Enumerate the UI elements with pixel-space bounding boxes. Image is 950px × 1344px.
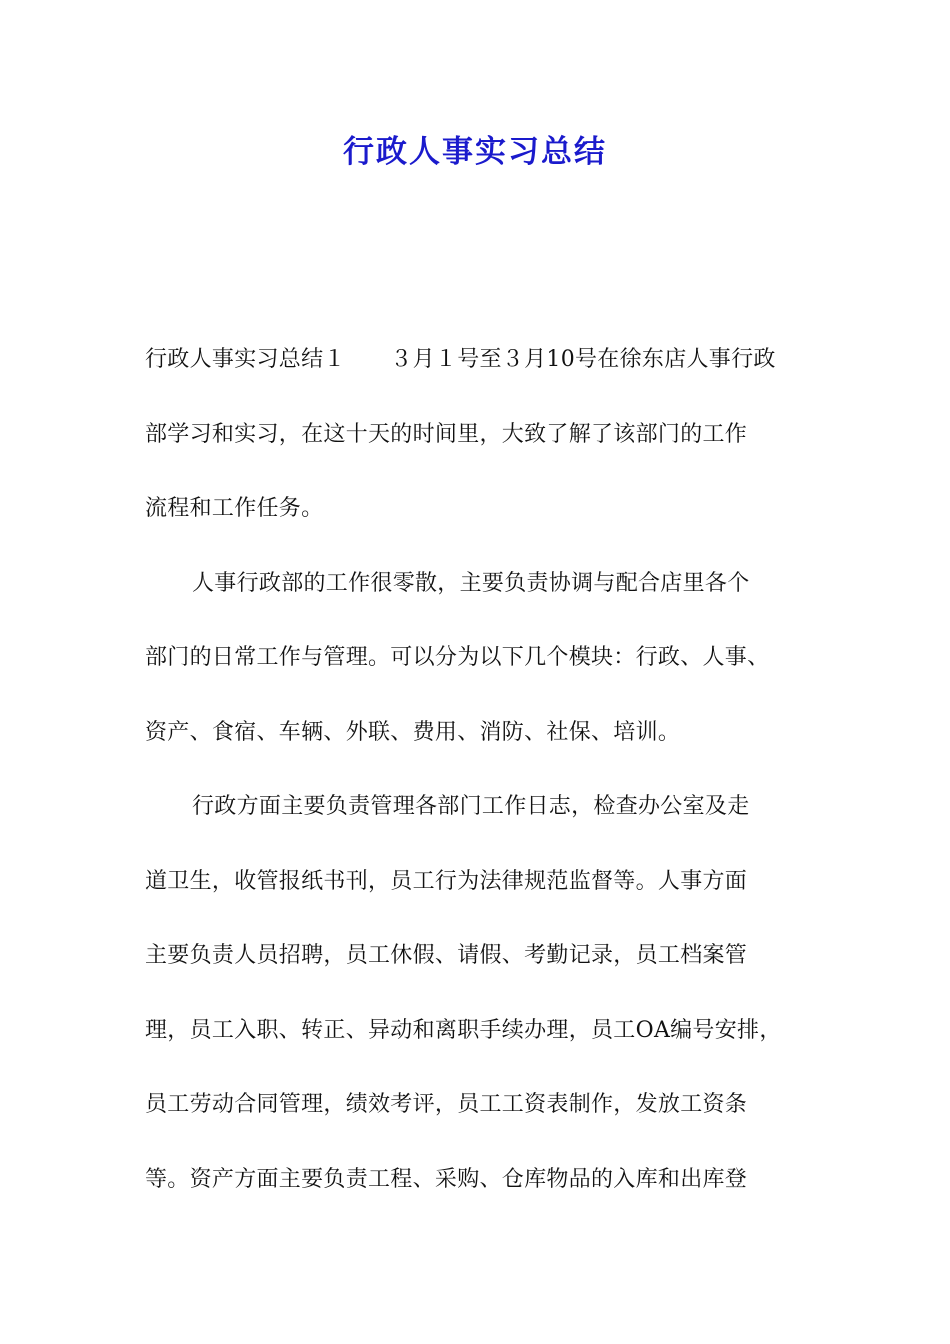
paragraph-1 (145, 323, 815, 547)
text-line: 部门的日常工作与管理。可以分为以下几个模块：行政、人事、 (145, 645, 770, 670)
text-line: 人事行政部的工作很零散，主要负责协调与配合店里各个 (192, 570, 750, 596)
paragraph-2 (145, 547, 815, 771)
paragraph-3 (145, 770, 815, 1217)
text-line: 主要负责人员招聘，员工休假、请假、考勤记录，员工档案管 (145, 943, 748, 968)
document-title: 行政人事实习总结 (343, 134, 607, 170)
text-line: 部学习和实习，在这十天的时间里，大致了解了该部门的工作 (145, 421, 748, 447)
document-body (145, 323, 815, 1217)
text-line: 道卫生，收管报纸书刊，员工行为法律规范监督等。人事方面 (145, 868, 748, 894)
text-line: 资产、食宿、车辆、外联、费用、消防、社保、培训。 (145, 719, 681, 745)
text-line: 理，员工入职、转正、异动和离职手续办理，员工OA编号安排， (145, 1017, 782, 1043)
text-line: 员工劳动合同管理，绩效考评，员工工资表制作，发放工资条 (145, 1092, 748, 1117)
text-line: 行政人事实习总结１ ３月１号至３月10号在徐东店人事行政 (145, 347, 776, 372)
text-line: 流程和工作任务。 (145, 496, 324, 521)
text-line: 等。资产方面主要负责工程、采购、仓库物品的入库和出库登 (145, 1166, 748, 1192)
text-line: 行政方面主要负责管理各部门工作日志，检查办公室及走 (192, 794, 750, 819)
